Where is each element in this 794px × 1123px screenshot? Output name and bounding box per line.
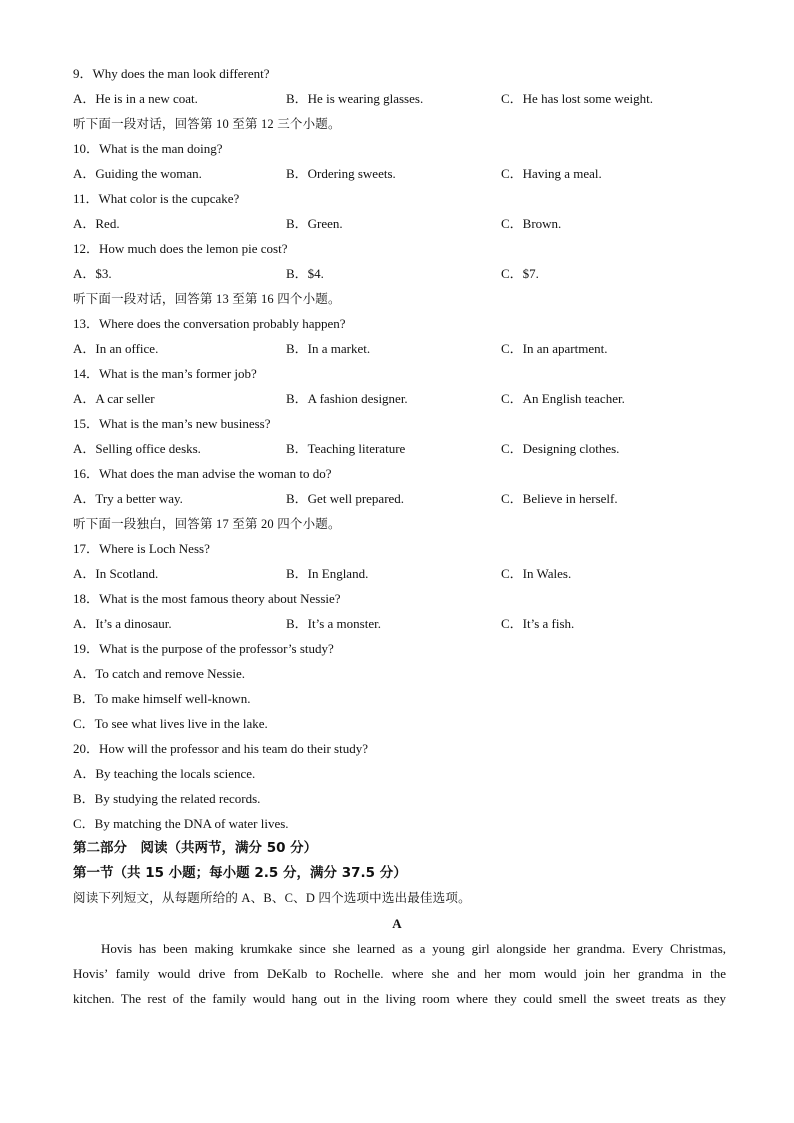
option-b: B．Teaching literature: [286, 441, 406, 456]
option-a: A．Guiding the woman.: [73, 166, 202, 181]
option-b: B．Ordering sweets.: [286, 166, 396, 181]
options-10: [73, 166, 733, 182]
option-b: B．By studying the related records.: [73, 791, 261, 806]
question-18: [73, 591, 341, 607]
part-two-heading: 第二部分 阅读（共两节，满分 50 分）: [73, 840, 318, 856]
option-c: C．Designing clothes.: [501, 441, 620, 456]
question-number: 9．: [73, 66, 93, 81]
question-number: 17．: [73, 541, 100, 556]
option-b: B．In a market.: [286, 341, 371, 356]
passage-line: kitchen. The rest of the family would hang out in the living room where they could smell the sweet treats as they: [73, 991, 726, 1006]
options-9: [73, 91, 733, 107]
instruction-13-16: 听下面一段对话，回答第 13 至第 16 四个小题。: [73, 292, 341, 306]
question-number: 12．: [73, 241, 100, 256]
instruction-10-12: 听下面一段对话，回答第 10 至第 12 三个小题。: [73, 117, 341, 131]
options-13: [73, 341, 733, 357]
question-number: 10．: [73, 141, 100, 156]
question-15: [73, 416, 271, 432]
option-a: A．He is in a new coat.: [73, 91, 198, 106]
option-a: A．Try a better way.: [73, 491, 183, 506]
question-text: Where does the conversation probably happen?: [99, 316, 346, 331]
passage-line: Hovis has been making krumkake since she learned as a young girl alongside her grandma. Every Christmas,: [101, 941, 726, 956]
question-13: [73, 316, 346, 332]
options-11: [73, 216, 733, 232]
option-b: B．He is wearing glasses.: [286, 91, 424, 106]
reading-directions: 阅读下列短文，从每题所给的 A、B、C、D 四个选项中选出最佳选项。: [73, 891, 471, 905]
question-11: [73, 191, 239, 207]
option-c: C．In an apartment.: [501, 341, 608, 356]
option-b: B．Get well prepared.: [286, 491, 405, 506]
question-20: [73, 741, 368, 757]
option-a: A．In Scotland.: [73, 566, 159, 581]
option-a: A．In an office.: [73, 341, 159, 356]
option-c: C．It’s a fish.: [501, 616, 575, 631]
question-17: [73, 541, 210, 557]
question-text: Where is Loch Ness?: [99, 541, 210, 556]
question-text: How will the professor and his team do their study?: [99, 741, 368, 756]
question-12: [73, 241, 287, 257]
option-b: B．It’s a monster.: [286, 616, 381, 631]
option-c: C．To see what lives live in the lake.: [73, 716, 268, 731]
question-10: [73, 141, 222, 157]
option-c: C．He has lost some weight.: [501, 91, 654, 106]
option-a: A．To catch and remove Nessie.: [73, 666, 246, 681]
options-17: [73, 566, 733, 582]
question-number: 19．: [73, 641, 100, 656]
options-18: [73, 616, 733, 632]
option-b: B．A fashion designer.: [286, 391, 408, 406]
option-c: C．Having a meal.: [501, 166, 602, 181]
options-14: [73, 391, 733, 407]
passage-line: Hovis’ family would drive from DeKalb to Rochelle. where she and her mom would join her grandma in the: [73, 966, 726, 981]
question-text: How much does the lemon pie cost?: [99, 241, 288, 256]
question-text: What is the purpose of the professor’s study?: [99, 641, 334, 656]
question-text: What is the man’s new business?: [99, 416, 271, 431]
option-b: B．To make himself well-known.: [73, 691, 251, 706]
options-12: [73, 266, 733, 282]
option-c: C．By matching the DNA of water lives.: [73, 816, 289, 831]
option-a: A．By teaching the locals science.: [73, 766, 256, 781]
passage-label: A: [392, 916, 402, 931]
question-text: What is the man’s former job?: [99, 366, 257, 381]
option-c: C．Believe in herself.: [501, 491, 618, 506]
option-c: C．In Wales.: [501, 566, 572, 581]
question-text: What is the most famous theory about Nessie?: [99, 591, 341, 606]
option-a: A．Selling office desks.: [73, 441, 201, 456]
question-number: 20．: [73, 741, 100, 756]
options-16: [73, 491, 733, 507]
question-9: [73, 66, 270, 82]
option-b: B．$4.: [286, 266, 324, 281]
option-a: A．It’s a dinosaur.: [73, 616, 172, 631]
question-number: 15．: [73, 416, 100, 431]
passage-a: [73, 936, 726, 1011]
question-19: [73, 641, 334, 657]
question-number: 14．: [73, 366, 100, 381]
question-16: [73, 466, 332, 482]
question-14: [73, 366, 257, 382]
option-c: C．An English teacher.: [501, 391, 625, 406]
option-b: B．In England.: [286, 566, 369, 581]
option-c: C．$7.: [501, 266, 539, 281]
question-number: 11．: [73, 191, 99, 206]
question-number: 16．: [73, 466, 100, 481]
question-text: Why does the man look different?: [92, 66, 270, 81]
question-number: 18．: [73, 591, 100, 606]
option-a: A．$3.: [73, 266, 112, 281]
instruction-17-20: 听下面一段独白，回答第 17 至第 20 四个小题。: [73, 517, 341, 531]
option-a: A．Red.: [73, 216, 120, 231]
question-number: 13．: [73, 316, 100, 331]
question-text: What does the man advise the woman to do?: [99, 466, 332, 481]
option-b: B．Green.: [286, 216, 343, 231]
options-15: [73, 441, 733, 457]
option-a: A．A car seller: [73, 391, 155, 406]
question-text: What color is the cupcake?: [98, 191, 240, 206]
option-c: C．Brown.: [501, 216, 562, 231]
question-text: What is the man doing?: [99, 141, 223, 156]
section-one-heading: 第一节（共 15 小题；每小题 2.5 分，满分 37.5 分）: [73, 865, 407, 881]
